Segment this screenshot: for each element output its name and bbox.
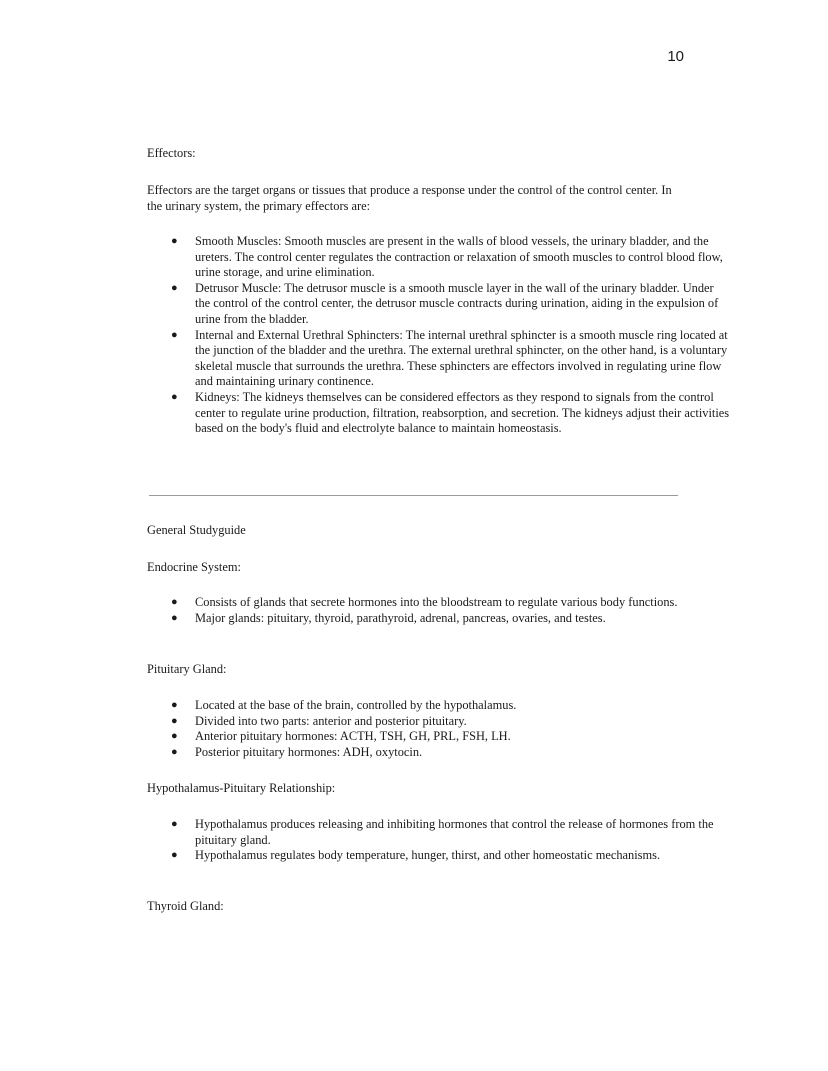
list-item (171, 595, 730, 611)
list-item-text: Anterior pituitary hormones: ACTH, TSH, GH, PRL, FSH, LH. (195, 729, 511, 744)
list-item-text: Major glands: pituitary, thyroid, parathyroid, adrenal, pancreas, ovaries, and testes. (195, 610, 606, 625)
list-item (171, 817, 730, 848)
list-item-text: Divided into two parts: anterior and posterior pituitary. (195, 713, 467, 728)
list-item-text: Hypothalamus regulates body temperature, hunger, thirst, and other homeostatic mechanisms. (195, 848, 661, 863)
bullet-icon: ● (171, 235, 178, 247)
list-item (171, 848, 730, 864)
list-item-text: Consists of glands that secrete hormones into the bloodstream to regulate various body functions. (195, 595, 678, 609)
bullet-icon: ● (171, 714, 178, 727)
page-number: 10 (667, 48, 684, 65)
bullet-icon: ● (171, 699, 178, 711)
list-item-text: Located at the base of the brain, controlled by the hypothalamus. (195, 698, 517, 712)
list-item-text: Internal and External Urethral Sphincters: The internal urethral sphincter is a smooth muscle ring located at the junction of the bladder and the urethra. The external urethral sphincter, on the other hand, is a voluntary skeletal muscle that surrounds the urethra. These sphincters are effectors involved in regulating urine flow and maintaining urinary continence. (195, 327, 728, 389)
hypothalamus-pituitary-heading: Hypothalamus-Pituitary Relationship: (147, 781, 336, 795)
endocrine-list (147, 595, 730, 626)
list-item (171, 729, 730, 745)
bullet-icon: ● (171, 281, 178, 294)
list-item-text: Hypothalamus produces releasing and inhibiting hormones that control the release of hormones from the pituitary gland. (195, 817, 714, 847)
study-guide-heading: General Studyguide (147, 523, 246, 537)
list-item (171, 698, 730, 714)
horizontal-divider (149, 495, 678, 496)
bullet-icon: ● (171, 818, 178, 830)
list-item-text: Smooth Muscles: Smooth muscles are present in the walls of blood vessels, the urinary bladder, and the ureters. The control center regulates the contraction or relaxation of smooth muscles to control blood flow, urine storage, and urine elimination. (195, 234, 723, 280)
list-item (171, 713, 730, 730)
list-item-text: Detrusor Muscle: The detrusor muscle is a smooth muscle layer in the wall of the urinary bladder. Under the control of the control center, the detrusor muscle contracts during urination, aiding in the expulsion of urine from the bladder. (195, 280, 719, 326)
hypothalamus-pituitary-list (147, 817, 730, 864)
effectors-heading: Effectors: (147, 146, 196, 160)
bullet-icon: ● (171, 596, 178, 608)
pituitary-heading: Pituitary Gland: (147, 662, 227, 676)
endocrine-heading: Endocrine System: (147, 560, 241, 574)
bullet-icon: ● (171, 611, 178, 624)
list-item (171, 327, 730, 390)
bullet-icon: ● (171, 745, 178, 758)
bullet-icon: ● (171, 328, 178, 341)
list-item (171, 280, 730, 328)
list-item (171, 234, 730, 281)
list-item (171, 744, 730, 761)
bullet-icon: ● (171, 390, 178, 403)
list-item-text: Kidneys: The kidneys themselves can be considered effectors as they respond to signals from the control center to regulate urine production, filtration, reabsorption, and secretion. The kidneys adjust their activities based on the body's fluid and electrolyte balance to maintain homeostasis. (195, 389, 730, 436)
bullet-icon: ● (171, 849, 178, 862)
list-item (171, 389, 730, 437)
pituitary-list (147, 698, 730, 760)
effectors-intro: Effectors are the target organs or tissues that produce a response under the control of the control center. In the urinary system, the primary effectors are: (147, 183, 672, 213)
list-item (171, 610, 730, 627)
list-item-text: Posterior pituitary hormones: ADH, oxytocin. (195, 744, 423, 759)
thyroid-heading: Thyroid Gland: (147, 899, 224, 913)
effectors-list (147, 234, 730, 437)
bullet-icon: ● (171, 730, 178, 743)
